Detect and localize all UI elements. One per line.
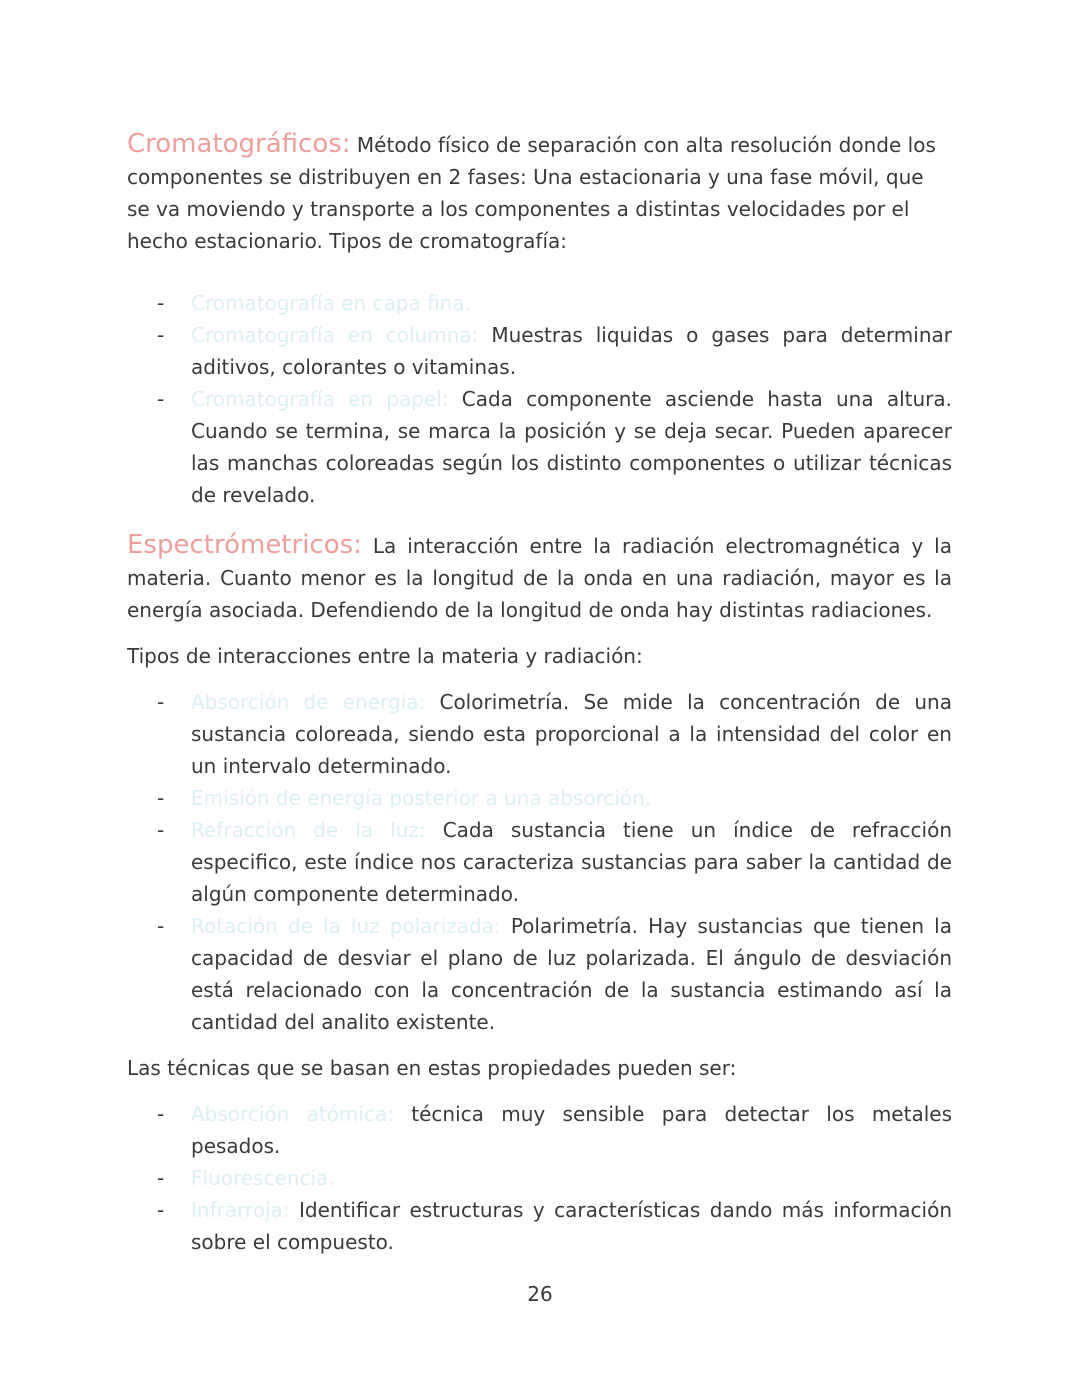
list-item: [127, 1194, 952, 1258]
list-item-text: Muestras liquidas o gases para determinar aditivos, colorantes o vitaminas.: [191, 323, 953, 379]
list-item-text: Colorimetría. Se mide la concentración de una sustancia coloreada, siendo esta proporcional a la intensidad del color en un intervalo determinado.: [191, 690, 952, 778]
list-item-term: Emisión de energía posterior a una absorción.: [191, 786, 652, 810]
cromatograficos-heading: Cromatográficos:: [127, 129, 351, 159]
dash-bullet: -: [157, 323, 165, 347]
page-number: 26: [527, 1282, 553, 1306]
list-item-text: Polarimetría. Hay sustancias que tienen la capacidad de desviar el plano de luz polarizada. El ángulo de desviación está relacionado con la concentración de la sustancia estimando así la cantidad del analito existente.: [191, 914, 952, 1034]
list-item-term: Absorción atómica:: [191, 1102, 394, 1126]
list-item: [127, 910, 952, 1038]
list-item-text: Cada componente asciende hasta una altura. Cuando se termina, se marca la posición y se deja secar. Pueden aparecer las manchas coloreadas según los distinto componentes o utilizar técnicas de revelado.: [191, 387, 952, 507]
dash-bullet: -: [157, 1102, 165, 1126]
list-item-text: Identificar estructuras y características dando más información sobre el compuesto.: [191, 1198, 952, 1254]
list-item: [127, 814, 952, 910]
espectrometricos-heading: Espectrómetricos:: [127, 530, 362, 560]
list-item: [127, 686, 952, 782]
cromatograficos-paragraph: [127, 128, 952, 257]
page-content: [127, 128, 952, 1258]
interacciones-list: [127, 686, 952, 1038]
dash-bullet: -: [157, 818, 165, 842]
dash-bullet: -: [157, 690, 165, 714]
list-item: [127, 287, 952, 319]
dash-bullet: -: [157, 1166, 165, 1190]
list-item: [127, 319, 952, 383]
list-item: [127, 1098, 952, 1162]
dash-bullet: -: [157, 1198, 165, 1222]
list-item-term: Cromatografía en columna:: [191, 323, 479, 347]
list-item: [127, 782, 952, 814]
list-item-term: Infrarroja:: [191, 1198, 290, 1222]
dash-bullet: -: [157, 786, 165, 810]
list-item-term: Refracción de la luz:: [191, 818, 426, 842]
list-item: [127, 383, 952, 511]
tecnicas-intro: Las técnicas que se basan en estas propiedades pueden ser:: [127, 1056, 737, 1080]
list-item-term: Cromatografía en papel:: [191, 387, 449, 411]
dash-bullet: -: [157, 291, 165, 315]
list-item-text: técnica muy sensible para detectar los metales pesados.: [191, 1102, 952, 1158]
list-item-term: Fluorescencia.: [191, 1166, 335, 1190]
list-item-term: Cromatografía en capa fina.: [191, 291, 471, 315]
list-item-text: Cada sustancia tiene un índice de refracción especifico, este índice nos caracteriza sustancias para saber la cantidad de algún componente determinado.: [191, 818, 953, 906]
cromatograficos-text: Método físico de separación con alta resolución donde los componentes se distribuyen en 2 fases: Una estacionaria y una fase móvil, que se va moviendo y transporte a los componentes a distintas velocidades por el hecho estacionario. Tipos de cromatografía:: [127, 133, 936, 253]
espectrometricos-text: La interacción entre la radiación electromagnética y la materia. Cuanto menor es la longitud de la onda en una radiación, mayor es la energía asociada. Defendiendo de la longitud de onda hay distintas radiaciones.: [127, 534, 952, 622]
dash-bullet: -: [157, 914, 165, 938]
list-item-term: Rotación de la luz polarizada:: [191, 914, 501, 938]
interacciones-intro: Tipos de interacciones entre la materia y radiación:: [127, 644, 643, 668]
list-item-term: Absorción de energía:: [191, 690, 426, 714]
cromatografia-types-list: [127, 287, 952, 511]
dash-bullet: -: [157, 387, 165, 411]
list-item: [127, 1162, 952, 1194]
espectrometricos-paragraph: [127, 529, 952, 626]
tecnicas-list: [127, 1098, 952, 1258]
